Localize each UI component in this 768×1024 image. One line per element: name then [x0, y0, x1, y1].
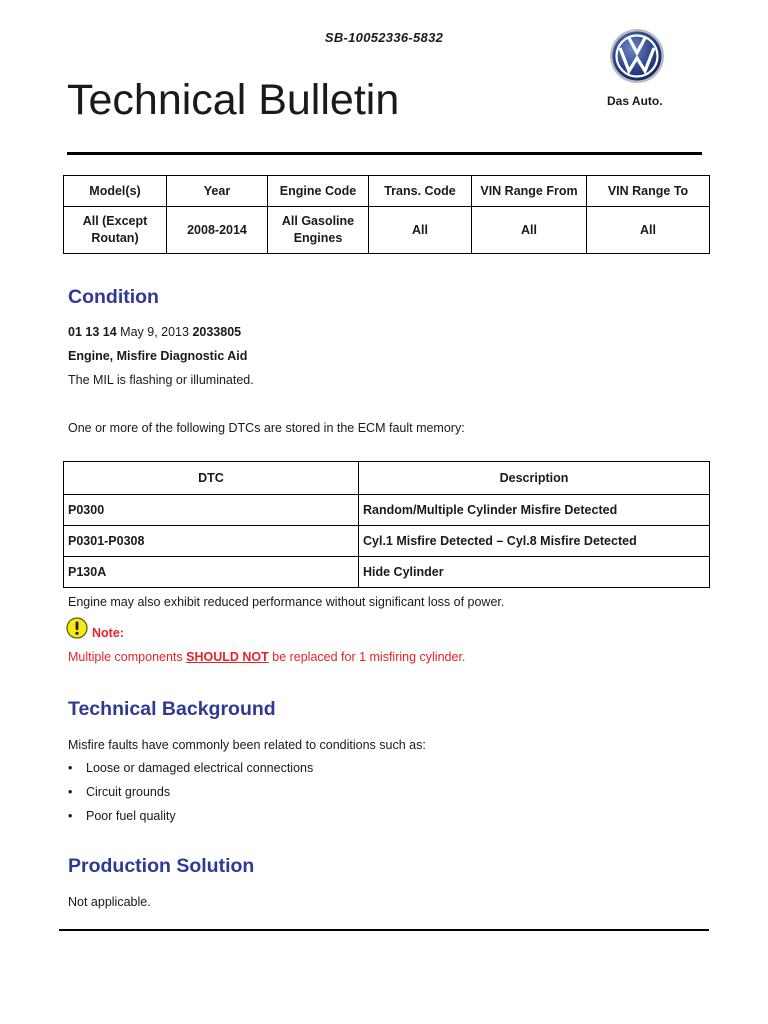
- table-header-row: [64, 462, 710, 495]
- cell-line: All Gasoline: [281, 214, 355, 228]
- bulletin-date: May 9, 2013: [120, 325, 189, 339]
- background-intro: Misfire faults have commonly been related to conditions such as:: [68, 738, 426, 752]
- table-cell-trans: All: [369, 207, 472, 254]
- table-header-row: [64, 176, 710, 207]
- footer-divider: [59, 929, 709, 931]
- dtc-code-cell: P0301-P0308: [64, 526, 359, 557]
- condition-text: The MIL is flashing or illuminated.: [68, 373, 254, 387]
- applicability-table: [63, 175, 710, 254]
- bulletin-subject: Engine, Misfire Diagnostic Aid: [68, 349, 248, 363]
- table-header-cell: DTC: [64, 462, 359, 495]
- note-label: Note:: [92, 626, 124, 640]
- misfire-causes-list: • Loose or damaged electrical connections • Circuit grounds • Poor fuel quality: [68, 761, 314, 823]
- table-header-cell: Engine Code: [268, 176, 369, 207]
- section-heading-technical-background: Technical Background: [68, 698, 276, 720]
- table-header-cell: VIN Range From: [472, 176, 587, 207]
- brand-tagline: Das Auto.: [607, 94, 663, 108]
- performance-text: Engine may also exhibit reduced performance without significant loss of power.: [68, 595, 505, 609]
- table-cell-year: 2008-2014: [167, 207, 268, 254]
- table-cell-engine: [268, 207, 369, 254]
- condition-text: One or more of the following DTCs are stored in the ECM fault memory:: [68, 421, 465, 435]
- table-header-cell: Model(s): [64, 176, 167, 207]
- cell-line: All (Except: [82, 214, 148, 228]
- production-solution-text: Not applicable.: [68, 895, 151, 909]
- note-emphasis: SHOULD NOT: [186, 650, 269, 664]
- note-text-before: Multiple components: [68, 650, 187, 664]
- dtc-code-cell: P130A: [64, 557, 359, 588]
- table-row: [64, 557, 710, 588]
- table-cell-model: [64, 207, 167, 254]
- bullet-icon: •: [68, 785, 73, 799]
- note-text-after: be replaced for 1 misfiring cylinder.: [268, 650, 466, 664]
- section-heading-condition: Condition: [68, 286, 159, 308]
- table-row: [64, 207, 710, 254]
- bullet-icon: •: [68, 809, 73, 823]
- dtc-description-cell: Hide Cylinder: [359, 557, 710, 588]
- page-title: Technical Bulletin: [67, 76, 400, 124]
- bulletin-ref: 2033805: [192, 325, 242, 339]
- table-row: [64, 526, 710, 557]
- dtc-description-cell: Cyl.1 Misfire Detected – Cyl.8 Misfire Detected: [359, 526, 710, 557]
- table-row: [64, 495, 710, 526]
- dtc-table: [63, 461, 710, 588]
- table-cell-vin-from: All: [472, 207, 587, 254]
- table-header-cell: VIN Range To: [587, 176, 710, 207]
- table-header-cell: Year: [167, 176, 268, 207]
- table-header-cell: Trans. Code: [369, 176, 472, 207]
- dtc-description-cell: Random/Multiple Cylinder Misfire Detected: [359, 495, 710, 526]
- table-cell-vin-to: All: [587, 207, 710, 254]
- section-heading-production-solution: Production Solution: [68, 855, 255, 877]
- bulletin-code: 01 13 14: [68, 325, 117, 339]
- header-divider: [67, 152, 702, 155]
- warning-icon: [66, 617, 88, 639]
- vw-logo-icon: [609, 28, 665, 84]
- dtc-code-cell: P0300: [64, 495, 359, 526]
- bulletin-number: SB-10052336-5832: [324, 30, 444, 45]
- table-header-cell: Description: [359, 462, 710, 495]
- note-text: [68, 650, 465, 664]
- cell-line: Routan): [91, 231, 139, 245]
- bullet-icon: •: [68, 761, 73, 775]
- cell-line: Engines: [293, 231, 343, 245]
- bulletin-reference-line: [68, 325, 241, 339]
